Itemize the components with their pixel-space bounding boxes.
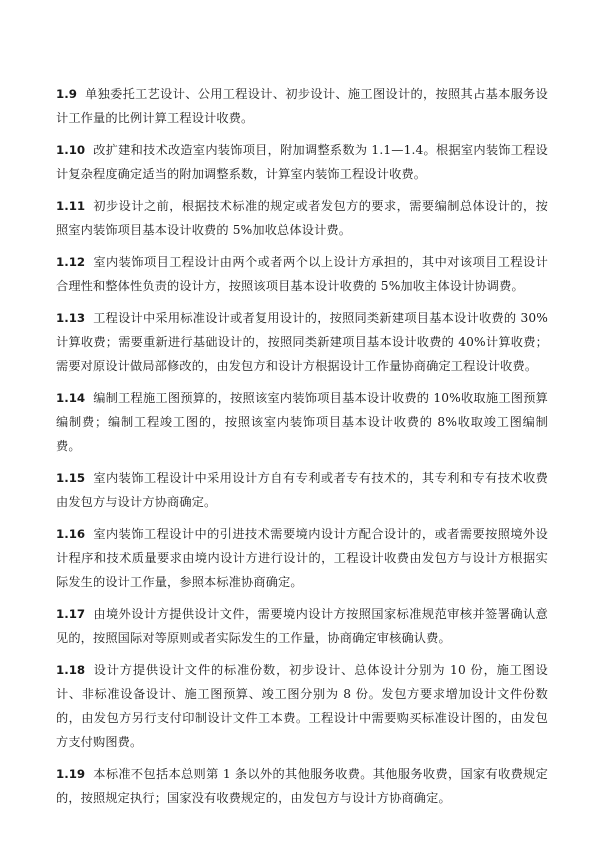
clause-text: 初步设计之前，根据技术标准的规定或者发包方的要求，需要编制总体设计的，按照室内装饰项目基本设计收费的 5%加收总体设计费。 <box>56 199 548 237</box>
clause-paragraph <box>56 602 548 650</box>
clause-number: 1.12 <box>56 255 86 269</box>
clause-number: 1.15 <box>56 471 86 485</box>
clause-number: 1.9 <box>56 87 77 101</box>
document-body <box>56 82 548 818</box>
clause-paragraph <box>56 194 548 242</box>
clause-text: 本标准不包括本总则第 1 条以外的其他服务收费。其他服务收费，国家有收费规定的，按照规定执行；国家没有收费规定的，由发包方与设计方协商确定。 <box>56 767 548 805</box>
clause-text: 设计方提供设计文件的标准份数，初步设计、总体设计分别为 10 份，施工图设计、非标准设备设计、施工图预算、竣工图分别为 8 份。发包方要求增加设计文件份数的，由发包方另行支付印制设计文件工本费。工程设计中需要购买标准设计图的，由发包方支付购图费。 <box>56 663 548 749</box>
clause-paragraph <box>56 762 548 810</box>
clause-paragraph <box>56 522 548 594</box>
clause-paragraph <box>56 306 548 378</box>
clause-number: 1.11 <box>56 199 86 213</box>
clause-text: 室内装饰项目工程设计由两个或者两个以上设计方承担的，其中对该项目工程设计合理性和整体性负责的设计方，按照该项目基本设计收费的 5%加收主体设计协调费。 <box>56 255 548 293</box>
clause-text: 由境外设计方提供设计文件，需要境内设计方按照国家标准规范审核并签署确认意见的，按照国际对等原则或者实际发生的工作量，协商确定审核确认费。 <box>56 607 548 645</box>
clause-text: 编制工程施工图预算的，按照该室内装饰项目基本设计收费的 10%收取施工图预算编制费；编制工程竣工图的，按照该室内装饰项目基本设计收费的 8%收取竣工图编制费。 <box>56 391 548 453</box>
clause-text: 单独委托工艺设计、公用工程设计、初步设计、施工图设计的，按照其占基本服务设计工作量的比例计算工程设计收费。 <box>56 87 548 125</box>
clause-text: 室内装饰工程设计中的引进技术需要境内设计方配合设计的，或者需要按照境外设计程序和技术质量要求由境内设计方进行设计的，工程设计收费由发包方与设计方根据实际发生的设计工作量，参照本标准协商确定。 <box>56 527 548 589</box>
clause-paragraph <box>56 658 548 754</box>
clause-paragraph <box>56 138 548 186</box>
clause-paragraph <box>56 250 548 298</box>
clause-number: 1.14 <box>56 391 86 405</box>
clause-number: 1.13 <box>56 311 86 325</box>
clause-number: 1.10 <box>56 143 86 157</box>
clause-text: 室内装饰工程设计中采用设计方自有专利或者专有技术的，其专利和专有技术收费由发包方与设计方协商确定。 <box>56 471 548 509</box>
clause-text: 工程设计中采用标准设计或者复用设计的，按照同类新建项目基本设计收费的 30%计算收费；需要重新进行基础设计的，按照同类新建项目基本设计收费的 40%计算收费；需要对原设计做局部修改的，由发包方和设计方根据设计工作量协商确定工程设计收费。 <box>56 311 548 373</box>
clause-paragraph <box>56 466 548 514</box>
clause-number: 1.19 <box>56 767 86 781</box>
clause-text: 改扩建和技术改造室内装饰项目，附加调整系数为 1.1—1.4。根据室内装饰工程设计复杂程度确定适当的附加调整系数，计算室内装饰工程设计收费。 <box>56 143 548 181</box>
clause-paragraph <box>56 386 548 458</box>
clause-number: 1.17 <box>56 607 86 621</box>
clause-paragraph <box>56 82 548 130</box>
clause-number: 1.16 <box>56 527 86 541</box>
clause-number: 1.18 <box>56 663 86 677</box>
